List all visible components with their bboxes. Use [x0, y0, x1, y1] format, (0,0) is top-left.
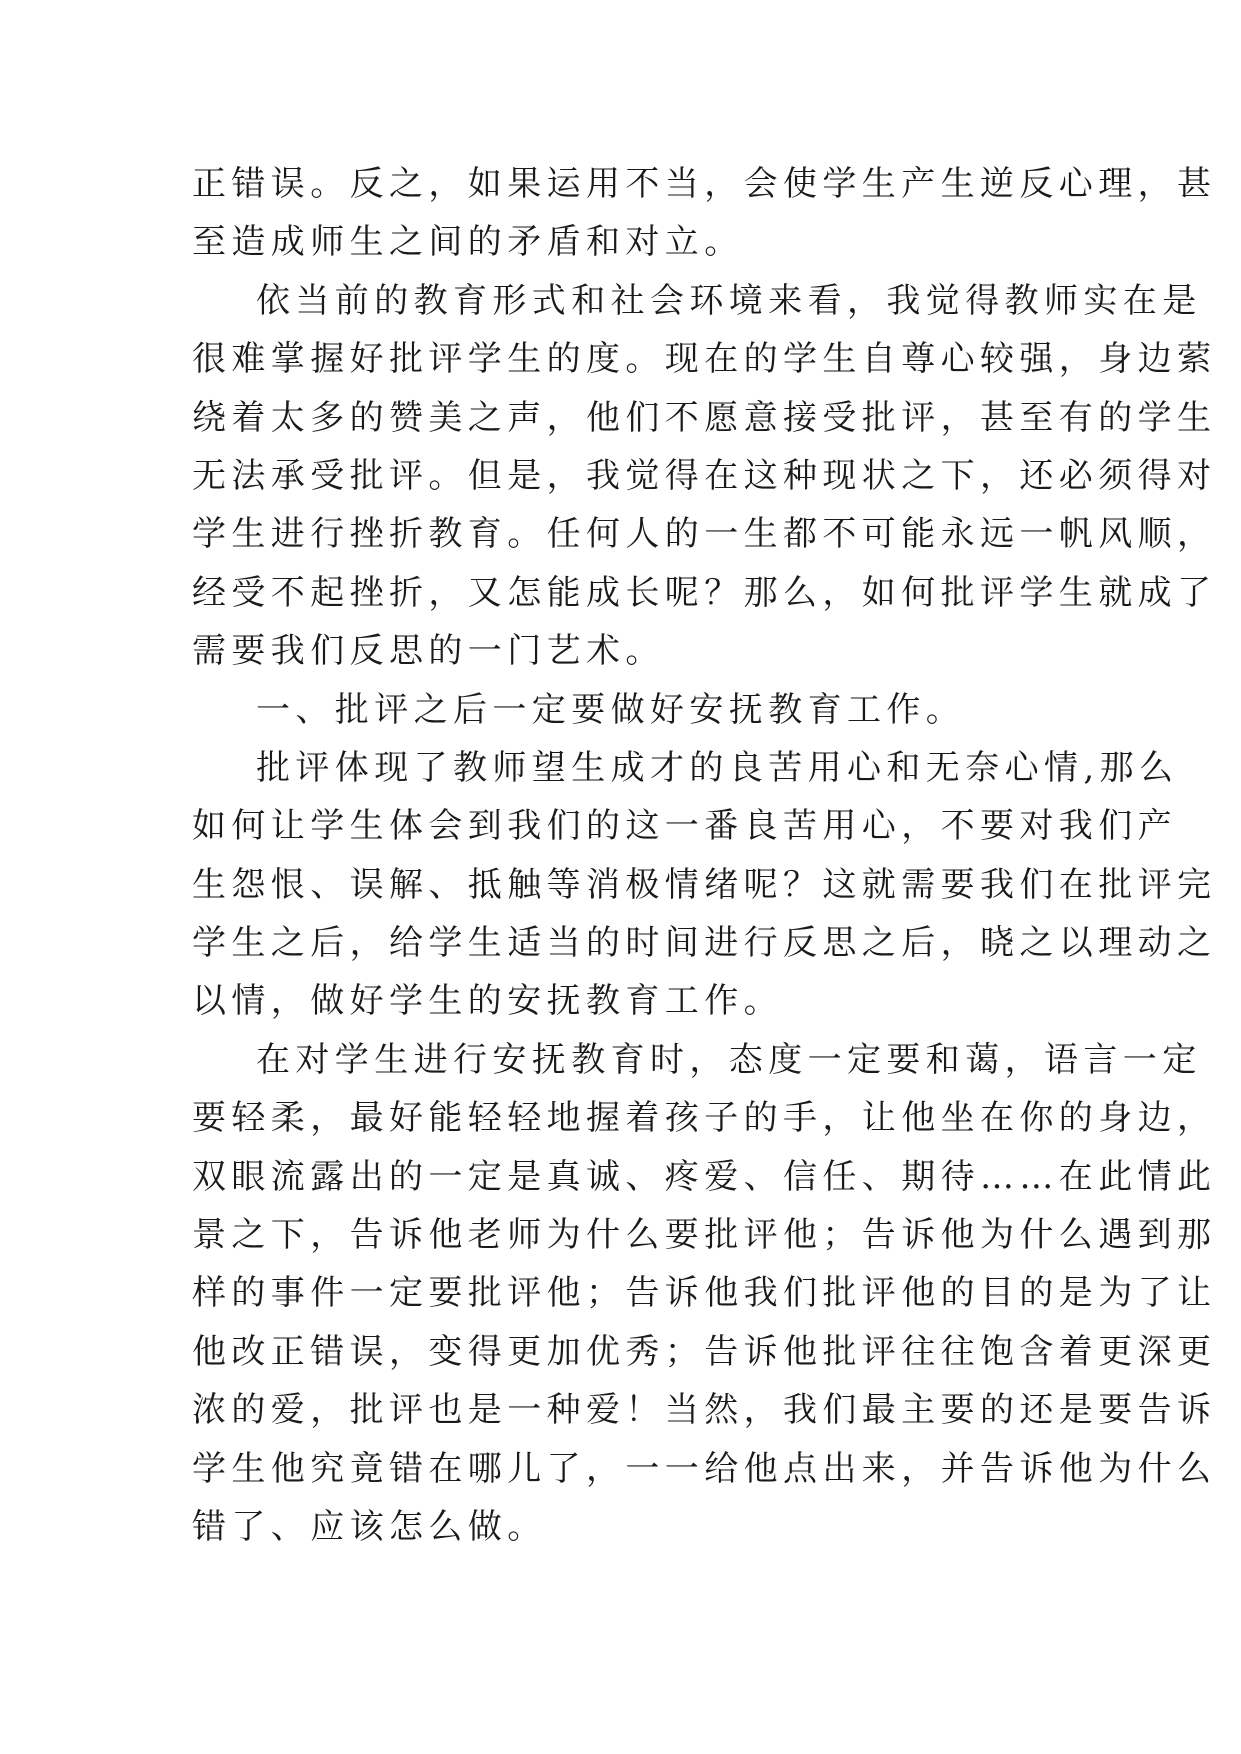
text-line: 双眼流露出的一定是真诚、疼爱、信任、期待……在此情此	[192, 1156, 1217, 1197]
text-line: 错了、应该怎么做。	[192, 1506, 547, 1547]
text-line: 需要我们反思的一门艺术。	[192, 631, 665, 672]
text-line: 要轻柔，最好能轻轻地握着孩子的手，让他坐在你的身边，	[192, 1098, 1217, 1139]
text-line: 学生他究竟错在哪儿了，一一给他点出来，并告诉他为什么	[192, 1448, 1217, 1489]
text-line: 经受不起挫折，又怎能成长呢？那么，如何批评学生就成了	[192, 572, 1217, 613]
text-line: 如何让学生体会到我们的这一番良苦用心，不要对我们产	[192, 806, 1177, 847]
text-line: 景之下，告诉他老师为什么要批评他；告诉他为什么遇到那	[192, 1215, 1217, 1256]
text-line: 样的事件一定要批评他；告诉他我们批评他的目的是为了让	[192, 1273, 1217, 1314]
text-line: 无法承受批评。但是，我觉得在这种现状之下，还必须得对	[192, 455, 1217, 496]
paragraph-first-line: 在对学生进行安抚教育时，态度一定要和蔼，语言一定	[256, 1039, 1202, 1080]
text-line: 很难掌握好批评学生的度。现在的学生自尊心较强，身边萦	[192, 339, 1217, 380]
text-line: 以情，做好学生的安抚教育工作。	[192, 981, 783, 1022]
text-line: 浓的爱，批评也是一种爱！当然，我们最主要的还是要告诉	[192, 1390, 1217, 1431]
text-line: 他改正错误，变得更加优秀；告诉他批评往往饱含着更深更	[192, 1331, 1217, 1372]
text-line: 学生进行挫折教育。任何人的一生都不可能永远一帆风顺，	[192, 514, 1217, 555]
document-body	[192, 155, 1217, 1556]
section-heading: 一、批评之后一定要做好安抚教育工作。	[256, 689, 966, 730]
text-line: 绕着太多的赞美之声，他们不愿意接受批评，甚至有的学生	[192, 397, 1217, 438]
paragraph-first-line: 依当前的教育形式和社会环境来看，我觉得教师实在是	[256, 280, 1202, 321]
text-line: 生怨恨、误解、抵触等消极情绪呢？这就需要我们在批评完	[192, 864, 1217, 905]
paragraph-first-line: 批评体现了教师望生成才的良苦用心和无奈心情,那么	[256, 747, 1179, 788]
text-line: 至造成师生之间的矛盾和对立。	[192, 222, 744, 263]
text-line: 正错误。反之，如果运用不当，会使学生产生逆反心理，甚	[192, 164, 1217, 204]
text-line: 学生之后，给学生适当的时间进行反思之后，晓之以理动之	[192, 923, 1217, 964]
